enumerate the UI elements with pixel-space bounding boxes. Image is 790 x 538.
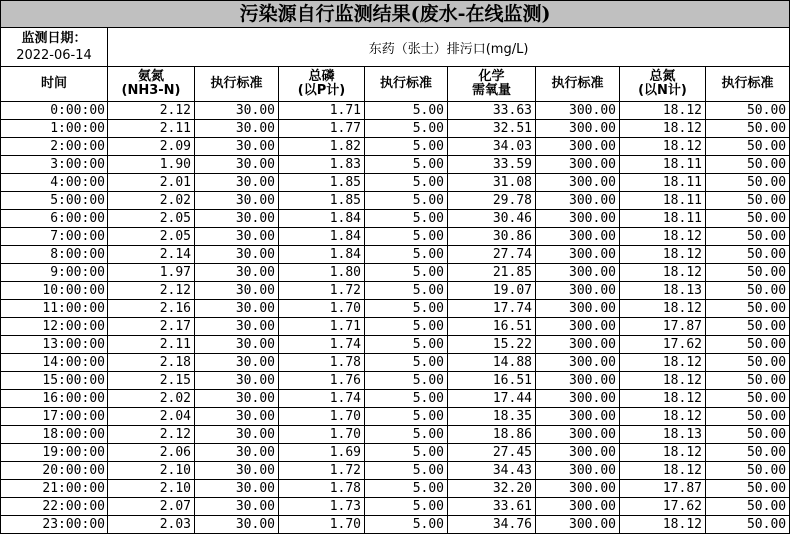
value-cell: 16.51 bbox=[448, 372, 536, 390]
value-cell: 30.00 bbox=[195, 300, 279, 318]
value-cell: 50.00 bbox=[706, 210, 790, 228]
table-row bbox=[1, 138, 790, 156]
value-cell: 2.02 bbox=[108, 390, 195, 408]
value-cell: 50.00 bbox=[706, 336, 790, 354]
value-cell: 5.00 bbox=[365, 336, 448, 354]
value-cell: 2.06 bbox=[108, 444, 195, 462]
value-cell: 18.11 bbox=[620, 192, 706, 210]
value-cell: 30.86 bbox=[448, 228, 536, 246]
monitoring-date bbox=[1, 28, 108, 67]
table-row bbox=[1, 426, 790, 444]
value-cell: 300.00 bbox=[536, 516, 620, 534]
value-cell: 50.00 bbox=[706, 174, 790, 192]
value-cell: 5.00 bbox=[365, 480, 448, 498]
value-cell: 18.12 bbox=[620, 228, 706, 246]
time-cell: 0:00:00 bbox=[1, 102, 108, 120]
value-cell: 30.00 bbox=[195, 390, 279, 408]
time-cell: 9:00:00 bbox=[1, 264, 108, 282]
value-cell: 30.00 bbox=[195, 102, 279, 120]
value-cell: 2.03 bbox=[108, 516, 195, 534]
time-cell: 19:00:00 bbox=[1, 444, 108, 462]
value-cell: 300.00 bbox=[536, 156, 620, 174]
value-cell: 32.20 bbox=[448, 480, 536, 498]
value-cell: 15.22 bbox=[448, 336, 536, 354]
value-cell: 30.00 bbox=[195, 282, 279, 300]
value-cell: 50.00 bbox=[706, 246, 790, 264]
time-cell: 3:00:00 bbox=[1, 156, 108, 174]
table-row bbox=[1, 156, 790, 174]
value-cell: 18.12 bbox=[620, 138, 706, 156]
value-cell: 1.90 bbox=[108, 156, 195, 174]
value-cell: 50.00 bbox=[706, 516, 790, 534]
value-cell: 50.00 bbox=[706, 156, 790, 174]
column-header-label: 总磷 bbox=[308, 69, 335, 84]
time-cell: 2:00:00 bbox=[1, 138, 108, 156]
time-cell: 21:00:00 bbox=[1, 480, 108, 498]
column-header-sublabel: (NH3-N) bbox=[121, 83, 181, 98]
value-cell: 5.00 bbox=[365, 192, 448, 210]
value-cell: 1.71 bbox=[279, 102, 365, 120]
table-row bbox=[1, 336, 790, 354]
time-cell: 8:00:00 bbox=[1, 246, 108, 264]
value-cell: 50.00 bbox=[706, 138, 790, 156]
value-cell: 300.00 bbox=[536, 138, 620, 156]
value-cell: 2.05 bbox=[108, 228, 195, 246]
value-cell: 50.00 bbox=[706, 498, 790, 516]
value-cell: 1.83 bbox=[279, 156, 365, 174]
value-cell: 300.00 bbox=[536, 282, 620, 300]
time-cell: 22:00:00 bbox=[1, 498, 108, 516]
value-cell: 30.00 bbox=[195, 210, 279, 228]
column-header-5 bbox=[448, 67, 536, 102]
value-cell: 2.17 bbox=[108, 318, 195, 336]
value-cell: 5.00 bbox=[365, 174, 448, 192]
value-cell: 29.78 bbox=[448, 192, 536, 210]
table-row bbox=[1, 102, 790, 120]
value-cell: 1.70 bbox=[279, 426, 365, 444]
value-cell: 18.12 bbox=[620, 516, 706, 534]
value-cell: 1.80 bbox=[279, 264, 365, 282]
value-cell: 5.00 bbox=[365, 120, 448, 138]
value-cell: 2.11 bbox=[108, 120, 195, 138]
table-row bbox=[1, 372, 790, 390]
value-cell: 17.62 bbox=[620, 498, 706, 516]
value-cell: 5.00 bbox=[365, 156, 448, 174]
value-cell: 18.12 bbox=[620, 390, 706, 408]
value-cell: 33.63 bbox=[448, 102, 536, 120]
table-row bbox=[1, 120, 790, 138]
value-cell: 2.04 bbox=[108, 408, 195, 426]
value-cell: 2.07 bbox=[108, 498, 195, 516]
table-row bbox=[1, 192, 790, 210]
value-cell: 18.12 bbox=[620, 300, 706, 318]
time-cell: 20:00:00 bbox=[1, 462, 108, 480]
time-cell: 7:00:00 bbox=[1, 228, 108, 246]
value-cell: 1.82 bbox=[279, 138, 365, 156]
value-cell: 30.00 bbox=[195, 498, 279, 516]
value-cell: 5.00 bbox=[365, 318, 448, 336]
value-cell: 1.85 bbox=[279, 192, 365, 210]
time-cell: 13:00:00 bbox=[1, 336, 108, 354]
time-cell: 1:00:00 bbox=[1, 120, 108, 138]
value-cell: 50.00 bbox=[706, 390, 790, 408]
data-rows bbox=[1, 102, 790, 534]
value-cell: 300.00 bbox=[536, 102, 620, 120]
value-cell: 5.00 bbox=[365, 264, 448, 282]
time-cell: 15:00:00 bbox=[1, 372, 108, 390]
value-cell: 5.00 bbox=[365, 390, 448, 408]
value-cell: 1.72 bbox=[279, 462, 365, 480]
monitoring-date-value: 2022-06-14 bbox=[16, 48, 92, 63]
value-cell: 5.00 bbox=[365, 210, 448, 228]
value-cell: 30.00 bbox=[195, 138, 279, 156]
table-row bbox=[1, 318, 790, 336]
value-cell: 16.51 bbox=[448, 318, 536, 336]
time-cell: 16:00:00 bbox=[1, 390, 108, 408]
value-cell: 30.00 bbox=[195, 408, 279, 426]
column-header-label: 氨氮 bbox=[137, 69, 164, 84]
value-cell: 1.70 bbox=[279, 408, 365, 426]
value-cell: 1.74 bbox=[279, 390, 365, 408]
value-cell: 21.85 bbox=[448, 264, 536, 282]
value-cell: 2.01 bbox=[108, 174, 195, 192]
value-cell: 18.12 bbox=[620, 246, 706, 264]
value-cell: 30.00 bbox=[195, 246, 279, 264]
value-cell: 5.00 bbox=[365, 462, 448, 480]
time-cell: 18:00:00 bbox=[1, 426, 108, 444]
value-cell: 2.18 bbox=[108, 354, 195, 372]
value-cell: 30.00 bbox=[195, 174, 279, 192]
value-cell: 50.00 bbox=[706, 120, 790, 138]
column-header-3 bbox=[279, 67, 365, 102]
value-cell: 18.12 bbox=[620, 462, 706, 480]
value-cell: 30.00 bbox=[195, 156, 279, 174]
time-cell: 23:00:00 bbox=[1, 516, 108, 534]
value-cell: 300.00 bbox=[536, 444, 620, 462]
table-row bbox=[1, 516, 790, 534]
value-cell: 300.00 bbox=[536, 354, 620, 372]
value-cell: 1.84 bbox=[279, 210, 365, 228]
value-cell: 18.12 bbox=[620, 264, 706, 282]
value-cell: 30.00 bbox=[195, 264, 279, 282]
value-cell: 300.00 bbox=[536, 210, 620, 228]
value-cell: 2.12 bbox=[108, 426, 195, 444]
value-cell: 18.13 bbox=[620, 426, 706, 444]
value-cell: 1.70 bbox=[279, 516, 365, 534]
column-header-2 bbox=[195, 67, 279, 102]
value-cell: 50.00 bbox=[706, 192, 790, 210]
value-cell: 1.73 bbox=[279, 498, 365, 516]
column-header-sublabel: (以P计) bbox=[297, 83, 346, 98]
value-cell: 1.72 bbox=[279, 282, 365, 300]
value-cell: 300.00 bbox=[536, 192, 620, 210]
value-cell: 300.00 bbox=[536, 228, 620, 246]
value-cell: 18.12 bbox=[620, 372, 706, 390]
time-cell: 11:00:00 bbox=[1, 300, 108, 318]
value-cell: 2.12 bbox=[108, 102, 195, 120]
value-cell: 5.00 bbox=[365, 138, 448, 156]
value-cell: 300.00 bbox=[536, 336, 620, 354]
value-cell: 300.00 bbox=[536, 408, 620, 426]
value-cell: 18.12 bbox=[620, 408, 706, 426]
value-cell: 300.00 bbox=[536, 120, 620, 138]
value-cell: 30.00 bbox=[195, 336, 279, 354]
value-cell: 30.00 bbox=[195, 372, 279, 390]
value-cell: 18.11 bbox=[620, 174, 706, 192]
value-cell: 34.76 bbox=[448, 516, 536, 534]
value-cell: 1.78 bbox=[279, 480, 365, 498]
value-cell: 18.35 bbox=[448, 408, 536, 426]
column-header-label: 执行标准 bbox=[379, 76, 432, 91]
value-cell: 33.59 bbox=[448, 156, 536, 174]
table-row bbox=[1, 174, 790, 192]
value-cell: 50.00 bbox=[706, 408, 790, 426]
table-row bbox=[1, 246, 790, 264]
table-row bbox=[1, 210, 790, 228]
value-cell: 300.00 bbox=[536, 318, 620, 336]
value-cell: 300.00 bbox=[536, 462, 620, 480]
value-cell: 2.14 bbox=[108, 246, 195, 264]
value-cell: 50.00 bbox=[706, 372, 790, 390]
report-title: 污染源自行监测结果(废水-在线监测) bbox=[1, 1, 790, 28]
value-cell: 5.00 bbox=[365, 228, 448, 246]
value-cell: 1.74 bbox=[279, 336, 365, 354]
value-cell: 50.00 bbox=[706, 318, 790, 336]
column-header-label: 执行标准 bbox=[210, 76, 263, 91]
value-cell: 5.00 bbox=[365, 498, 448, 516]
value-cell: 2.11 bbox=[108, 336, 195, 354]
column-header-sublabel: (以N计) bbox=[638, 83, 687, 98]
value-cell: 30.00 bbox=[195, 192, 279, 210]
value-cell: 5.00 bbox=[365, 444, 448, 462]
value-cell: 30.00 bbox=[195, 516, 279, 534]
time-cell: 12:00:00 bbox=[1, 318, 108, 336]
value-cell: 31.08 bbox=[448, 174, 536, 192]
value-cell: 30.46 bbox=[448, 210, 536, 228]
value-cell: 2.09 bbox=[108, 138, 195, 156]
column-header-6 bbox=[536, 67, 620, 102]
value-cell: 50.00 bbox=[706, 264, 790, 282]
value-cell: 30.00 bbox=[195, 462, 279, 480]
value-cell: 50.00 bbox=[706, 426, 790, 444]
value-cell: 30.00 bbox=[195, 120, 279, 138]
table-row bbox=[1, 498, 790, 516]
value-cell: 14.88 bbox=[448, 354, 536, 372]
value-cell: 1.85 bbox=[279, 174, 365, 192]
value-cell: 2.12 bbox=[108, 282, 195, 300]
table-row bbox=[1, 390, 790, 408]
column-header-1 bbox=[108, 67, 195, 102]
value-cell: 18.12 bbox=[620, 354, 706, 372]
column-header-sublabel: 需氧量 bbox=[471, 83, 511, 98]
value-cell: 2.05 bbox=[108, 210, 195, 228]
value-cell: 5.00 bbox=[365, 354, 448, 372]
value-cell: 300.00 bbox=[536, 498, 620, 516]
value-cell: 30.00 bbox=[195, 480, 279, 498]
column-header-label: 总氮 bbox=[649, 69, 676, 84]
value-cell: 5.00 bbox=[365, 372, 448, 390]
table-row bbox=[1, 354, 790, 372]
value-cell: 50.00 bbox=[706, 228, 790, 246]
time-cell: 10:00:00 bbox=[1, 282, 108, 300]
table-row bbox=[1, 228, 790, 246]
column-header-8 bbox=[706, 67, 790, 102]
value-cell: 300.00 bbox=[536, 174, 620, 192]
value-cell: 2.10 bbox=[108, 462, 195, 480]
value-cell: 30.00 bbox=[195, 426, 279, 444]
value-cell: 1.78 bbox=[279, 354, 365, 372]
value-cell: 18.11 bbox=[620, 210, 706, 228]
table-row bbox=[1, 444, 790, 462]
column-header-label: 时间 bbox=[40, 76, 67, 91]
value-cell: 5.00 bbox=[365, 516, 448, 534]
value-cell: 2.16 bbox=[108, 300, 195, 318]
value-cell: 30.00 bbox=[195, 318, 279, 336]
value-cell: 30.00 bbox=[195, 228, 279, 246]
value-cell: 30.00 bbox=[195, 354, 279, 372]
value-cell: 1.84 bbox=[279, 246, 365, 264]
value-cell: 27.74 bbox=[448, 246, 536, 264]
value-cell: 50.00 bbox=[706, 444, 790, 462]
value-cell: 2.10 bbox=[108, 480, 195, 498]
value-cell: 50.00 bbox=[706, 354, 790, 372]
value-cell: 2.15 bbox=[108, 372, 195, 390]
value-cell: 19.07 bbox=[448, 282, 536, 300]
value-cell: 1.70 bbox=[279, 300, 365, 318]
value-cell: 5.00 bbox=[365, 426, 448, 444]
table-row bbox=[1, 408, 790, 426]
value-cell: 17.87 bbox=[620, 318, 706, 336]
value-cell: 2.02 bbox=[108, 192, 195, 210]
time-cell: 17:00:00 bbox=[1, 408, 108, 426]
value-cell: 1.76 bbox=[279, 372, 365, 390]
value-cell: 1.71 bbox=[279, 318, 365, 336]
value-cell: 5.00 bbox=[365, 246, 448, 264]
value-cell: 5.00 bbox=[365, 282, 448, 300]
value-cell: 5.00 bbox=[365, 408, 448, 426]
value-cell: 50.00 bbox=[706, 480, 790, 498]
value-cell: 1.97 bbox=[108, 264, 195, 282]
value-cell: 1.77 bbox=[279, 120, 365, 138]
value-cell: 17.44 bbox=[448, 390, 536, 408]
table-row bbox=[1, 300, 790, 318]
value-cell: 5.00 bbox=[365, 300, 448, 318]
column-header-4 bbox=[365, 67, 448, 102]
value-cell: 300.00 bbox=[536, 426, 620, 444]
value-cell: 300.00 bbox=[536, 372, 620, 390]
value-cell: 32.51 bbox=[448, 120, 536, 138]
value-cell: 17.87 bbox=[620, 480, 706, 498]
column-header-label: 化学 bbox=[478, 69, 505, 84]
value-cell: 18.86 bbox=[448, 426, 536, 444]
outlet-name: 东药（张士）排污口(mg/L) bbox=[108, 28, 790, 67]
time-cell: 4:00:00 bbox=[1, 174, 108, 192]
value-cell: 18.12 bbox=[620, 120, 706, 138]
value-cell: 18.13 bbox=[620, 282, 706, 300]
table-row bbox=[1, 462, 790, 480]
column-header-row bbox=[1, 67, 790, 102]
value-cell: 34.43 bbox=[448, 462, 536, 480]
time-cell: 6:00:00 bbox=[1, 210, 108, 228]
value-cell: 17.74 bbox=[448, 300, 536, 318]
value-cell: 5.00 bbox=[365, 102, 448, 120]
column-header-label: 执行标准 bbox=[551, 76, 604, 91]
time-cell: 5:00:00 bbox=[1, 192, 108, 210]
table-row bbox=[1, 480, 790, 498]
column-header-0 bbox=[1, 67, 108, 102]
value-cell: 50.00 bbox=[706, 282, 790, 300]
value-cell: 27.45 bbox=[448, 444, 536, 462]
value-cell: 50.00 bbox=[706, 300, 790, 318]
value-cell: 50.00 bbox=[706, 462, 790, 480]
value-cell: 1.84 bbox=[279, 228, 365, 246]
column-header-7 bbox=[620, 67, 706, 102]
value-cell: 50.00 bbox=[706, 102, 790, 120]
value-cell: 18.12 bbox=[620, 102, 706, 120]
value-cell: 18.12 bbox=[620, 444, 706, 462]
value-cell: 300.00 bbox=[536, 264, 620, 282]
table-row bbox=[1, 282, 790, 300]
value-cell: 17.62 bbox=[620, 336, 706, 354]
value-cell: 300.00 bbox=[536, 300, 620, 318]
monitoring-date-label: 监测日期： bbox=[21, 31, 87, 46]
value-cell: 300.00 bbox=[536, 480, 620, 498]
value-cell: 34.03 bbox=[448, 138, 536, 156]
value-cell: 18.11 bbox=[620, 156, 706, 174]
value-cell: 1.69 bbox=[279, 444, 365, 462]
time-cell: 14:00:00 bbox=[1, 354, 108, 372]
value-cell: 30.00 bbox=[195, 444, 279, 462]
value-cell: 300.00 bbox=[536, 390, 620, 408]
table-row bbox=[1, 264, 790, 282]
value-cell: 300.00 bbox=[536, 246, 620, 264]
column-header-label: 执行标准 bbox=[721, 76, 774, 91]
value-cell: 33.61 bbox=[448, 498, 536, 516]
